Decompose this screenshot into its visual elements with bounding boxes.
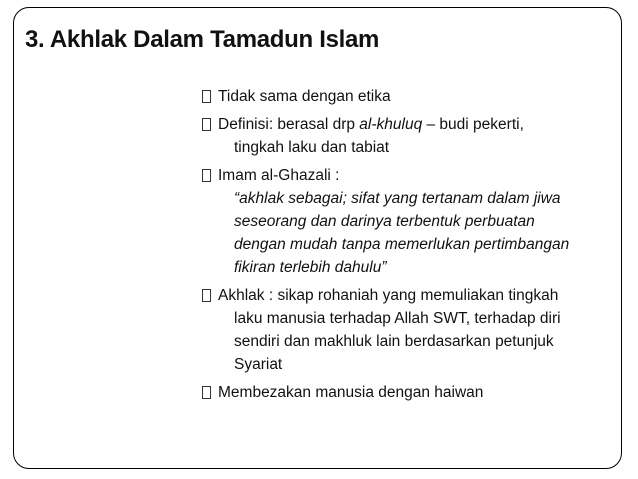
missing-glyph-bullet-icon (202, 289, 211, 302)
quote-line: fikiran terlebih dahulu” (234, 259, 387, 276)
bullet-text: Imam al-Ghazali : (218, 167, 340, 184)
quote-line: “akhlak sebagai; sifat yang tertanam dalam jiwa (234, 190, 561, 207)
quote-line: dengan mudah tanpa memerlukan pertimbangan (234, 236, 570, 253)
bullet-item (202, 284, 622, 376)
slide-title: 3. Akhlak Dalam Tamadun Islam (25, 26, 380, 53)
definition-term: al-khuluq (359, 116, 423, 133)
bullet-item (202, 113, 622, 159)
missing-glyph-bullet-icon (202, 169, 211, 182)
bullet-text-continuation: Syariat (234, 356, 283, 373)
definition-suffix: – budi pekerti, (422, 116, 524, 133)
missing-glyph-bullet-icon (202, 90, 211, 103)
missing-glyph-bullet-icon (202, 118, 211, 131)
missing-glyph-bullet-icon (202, 386, 211, 399)
bullet-text-continuation: tingkah laku dan tabiat (234, 139, 390, 156)
bullet-text (218, 113, 622, 136)
bullet-text-continuation: sendiri dan makhluk lain berdasarkan petunjuk (234, 333, 554, 350)
bullet-list (202, 85, 622, 409)
bullet-text-continuation: laku manusia terhadap Allah SWT, terhadap diri (234, 310, 561, 327)
bullet-text: Tidak sama dengan etika (218, 88, 391, 105)
bullet-text: Membezakan manusia dengan haiwan (218, 384, 484, 401)
bullet-item (202, 164, 622, 279)
bullet-item (202, 381, 622, 404)
bullet-text: Akhlak : sikap rohaniah yang memuliakan tingkah (218, 287, 559, 304)
quote-line: seseorang dan darinya terbentuk perbuatan (234, 213, 535, 230)
bullet-item (202, 85, 622, 108)
definition-prefix: Definisi: berasal drp (218, 116, 360, 133)
